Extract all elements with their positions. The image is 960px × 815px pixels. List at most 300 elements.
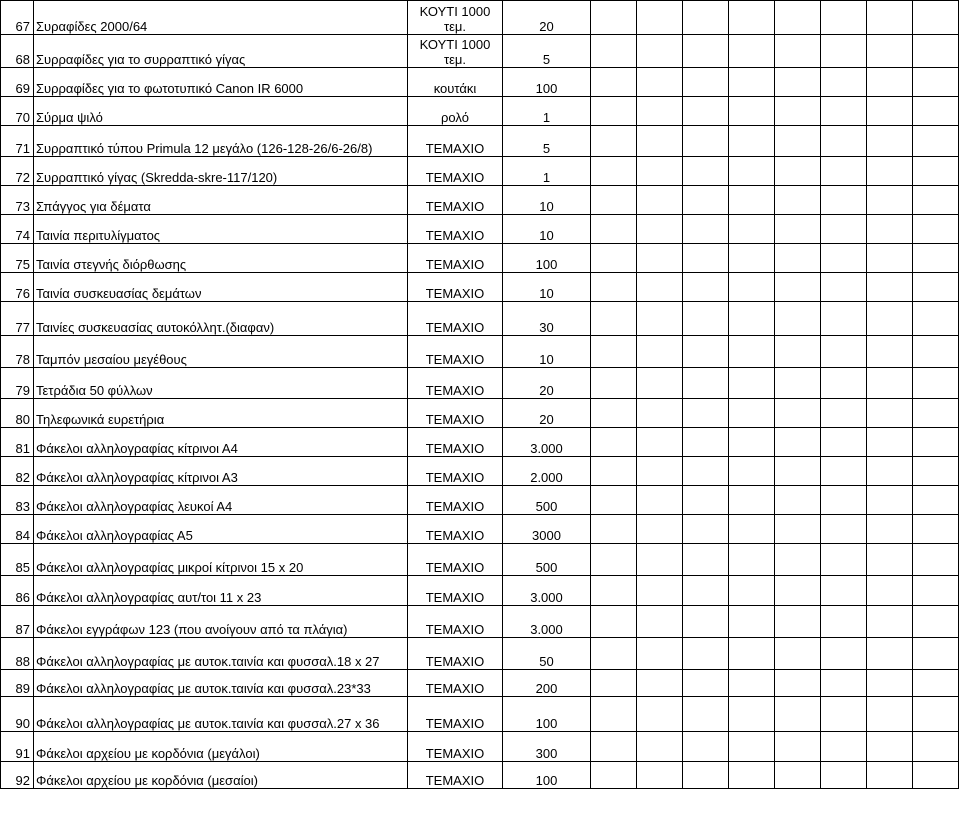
table-row: [1, 68, 959, 97]
row-number: 86: [1, 576, 34, 606]
empty-cell: [867, 515, 913, 544]
empty-cell: [683, 273, 729, 302]
row-unit: ΚΟΥΤΙ 1000 τεμ.: [408, 1, 503, 35]
empty-cell: [683, 399, 729, 428]
empty-cell: [637, 215, 683, 244]
empty-cell: [683, 670, 729, 697]
empty-cell: [913, 606, 959, 638]
empty-cell: [775, 732, 821, 762]
row-quantity: 10: [503, 215, 591, 244]
empty-cell: [913, 486, 959, 515]
empty-cell: [591, 606, 637, 638]
empty-cell: [913, 244, 959, 273]
row-description: Σπάγγος για δέματα: [34, 186, 408, 215]
empty-cell: [729, 576, 775, 606]
empty-cell: [913, 68, 959, 97]
empty-cell: [775, 97, 821, 126]
empty-cell: [913, 544, 959, 576]
empty-cell: [913, 428, 959, 457]
table-row: [1, 762, 959, 789]
empty-cell: [683, 697, 729, 732]
row-number: 76: [1, 273, 34, 302]
row-unit: ΤΕΜΑΧΙΟ: [408, 186, 503, 215]
table-row: [1, 273, 959, 302]
empty-cell: [729, 606, 775, 638]
empty-cell: [729, 1, 775, 35]
empty-cell: [775, 486, 821, 515]
row-quantity: 20: [503, 368, 591, 399]
empty-cell: [775, 186, 821, 215]
row-number: 69: [1, 68, 34, 97]
empty-cell: [591, 457, 637, 486]
table-row: [1, 486, 959, 515]
empty-cell: [683, 732, 729, 762]
empty-cell: [775, 273, 821, 302]
empty-cell: [637, 336, 683, 368]
empty-cell: [821, 336, 867, 368]
empty-cell: [867, 273, 913, 302]
empty-cell: [637, 576, 683, 606]
empty-cell: [591, 762, 637, 789]
empty-cell: [821, 302, 867, 336]
empty-cell: [867, 576, 913, 606]
empty-cell: [867, 1, 913, 35]
row-number: 87: [1, 606, 34, 638]
empty-cell: [637, 697, 683, 732]
empty-cell: [775, 1, 821, 35]
empty-cell: [913, 186, 959, 215]
row-quantity: 3.000: [503, 428, 591, 457]
row-number: 71: [1, 126, 34, 157]
empty-cell: [683, 336, 729, 368]
row-unit: ΤΕΜΑΧΙΟ: [408, 457, 503, 486]
empty-cell: [775, 638, 821, 670]
empty-cell: [821, 486, 867, 515]
empty-cell: [867, 732, 913, 762]
empty-cell: [591, 35, 637, 68]
row-unit: ρολό: [408, 97, 503, 126]
row-quantity: 100: [503, 244, 591, 273]
empty-cell: [637, 1, 683, 35]
empty-cell: [775, 762, 821, 789]
empty-cell: [867, 638, 913, 670]
empty-cell: [683, 368, 729, 399]
row-number: 92: [1, 762, 34, 789]
row-description: Σύρμα ψιλό: [34, 97, 408, 126]
empty-cell: [867, 697, 913, 732]
empty-cell: [683, 428, 729, 457]
row-description: Ταινία συσκευασίας δεμάτων: [34, 273, 408, 302]
row-unit: ΤΕΜΑΧΙΟ: [408, 368, 503, 399]
row-description: Φάκελοι αρχείου με κορδόνια (μεσαίοι): [34, 762, 408, 789]
empty-cell: [729, 697, 775, 732]
row-quantity: 5: [503, 126, 591, 157]
empty-cell: [729, 762, 775, 789]
row-quantity: 1: [503, 157, 591, 186]
row-quantity: 3000: [503, 515, 591, 544]
empty-cell: [683, 576, 729, 606]
table-row: [1, 399, 959, 428]
empty-cell: [913, 515, 959, 544]
empty-cell: [591, 399, 637, 428]
row-quantity: 300: [503, 732, 591, 762]
empty-cell: [591, 186, 637, 215]
empty-cell: [867, 457, 913, 486]
empty-cell: [913, 638, 959, 670]
empty-cell: [683, 302, 729, 336]
empty-cell: [591, 97, 637, 126]
empty-cell: [729, 273, 775, 302]
row-unit: ΤΕΜΑΧΙΟ: [408, 399, 503, 428]
row-description: Ταινίες συσκευασίας αυτοκόλλητ.(διαφαν): [34, 302, 408, 336]
empty-cell: [637, 244, 683, 273]
empty-cell: [775, 544, 821, 576]
table-row: [1, 732, 959, 762]
empty-cell: [821, 762, 867, 789]
table-row: [1, 126, 959, 157]
empty-cell: [913, 697, 959, 732]
empty-cell: [775, 244, 821, 273]
empty-cell: [821, 515, 867, 544]
row-unit: ΤΕΜΑΧΙΟ: [408, 697, 503, 732]
table-row: [1, 606, 959, 638]
empty-cell: [913, 302, 959, 336]
empty-cell: [729, 399, 775, 428]
row-unit: ΤΕΜΑΧΙΟ: [408, 544, 503, 576]
empty-cell: [729, 244, 775, 273]
row-description: Φάκελοι αλληλογραφίας κίτρινοι Α3: [34, 457, 408, 486]
empty-cell: [591, 732, 637, 762]
empty-cell: [867, 157, 913, 186]
empty-cell: [821, 273, 867, 302]
empty-cell: [821, 638, 867, 670]
empty-cell: [637, 638, 683, 670]
empty-cell: [821, 428, 867, 457]
row-quantity: 100: [503, 68, 591, 97]
row-number: 74: [1, 215, 34, 244]
empty-cell: [637, 515, 683, 544]
empty-cell: [683, 638, 729, 670]
table-row: [1, 515, 959, 544]
empty-cell: [867, 302, 913, 336]
row-number: 77: [1, 302, 34, 336]
empty-cell: [821, 457, 867, 486]
row-description: Φάκελοι αλληλογραφίας αυτ/τοι 11 x 23: [34, 576, 408, 606]
empty-cell: [867, 399, 913, 428]
row-quantity: 100: [503, 697, 591, 732]
row-quantity: 3.000: [503, 606, 591, 638]
empty-cell: [821, 1, 867, 35]
empty-cell: [867, 35, 913, 68]
empty-cell: [637, 457, 683, 486]
empty-cell: [867, 544, 913, 576]
empty-cell: [637, 544, 683, 576]
table-row: [1, 457, 959, 486]
empty-cell: [591, 428, 637, 457]
empty-cell: [775, 428, 821, 457]
empty-cell: [729, 544, 775, 576]
table-row: [1, 215, 959, 244]
table-row: [1, 97, 959, 126]
empty-cell: [913, 368, 959, 399]
row-quantity: 500: [503, 544, 591, 576]
empty-cell: [821, 97, 867, 126]
empty-cell: [683, 762, 729, 789]
empty-cell: [591, 244, 637, 273]
table-row: [1, 157, 959, 186]
row-description: Φάκελοι αρχείου με κορδόνια (μεγάλοι): [34, 732, 408, 762]
row-description: Ταινία περιτυλίγματος: [34, 215, 408, 244]
empty-cell: [729, 368, 775, 399]
empty-cell: [591, 1, 637, 35]
empty-cell: [821, 399, 867, 428]
empty-cell: [775, 457, 821, 486]
table-row: [1, 1, 959, 35]
empty-cell: [821, 697, 867, 732]
empty-cell: [867, 670, 913, 697]
empty-cell: [729, 215, 775, 244]
empty-cell: [775, 68, 821, 97]
empty-cell: [729, 670, 775, 697]
row-number: 79: [1, 368, 34, 399]
empty-cell: [637, 486, 683, 515]
empty-cell: [867, 606, 913, 638]
empty-cell: [591, 157, 637, 186]
empty-cell: [821, 157, 867, 186]
empty-cell: [913, 97, 959, 126]
empty-cell: [637, 273, 683, 302]
row-unit: ΤΕΜΑΧΙΟ: [408, 302, 503, 336]
empty-cell: [775, 576, 821, 606]
empty-cell: [867, 186, 913, 215]
empty-cell: [683, 215, 729, 244]
empty-cell: [637, 732, 683, 762]
empty-cell: [775, 368, 821, 399]
empty-cell: [591, 273, 637, 302]
row-quantity: 100: [503, 762, 591, 789]
row-quantity: 5: [503, 35, 591, 68]
empty-cell: [821, 732, 867, 762]
row-description: Συρραπτικό τύπου Primula 12 μεγάλο (126-128-26/6-26/8): [34, 126, 408, 157]
empty-cell: [683, 457, 729, 486]
empty-cell: [775, 606, 821, 638]
row-unit: κουτάκι: [408, 68, 503, 97]
row-number: 89: [1, 670, 34, 697]
empty-cell: [775, 399, 821, 428]
row-quantity: 30: [503, 302, 591, 336]
empty-cell: [591, 638, 637, 670]
empty-cell: [683, 186, 729, 215]
empty-cell: [913, 336, 959, 368]
empty-cell: [775, 697, 821, 732]
empty-cell: [775, 670, 821, 697]
empty-cell: [729, 186, 775, 215]
empty-cell: [591, 302, 637, 336]
empty-cell: [729, 486, 775, 515]
row-description: Συρραπτικό γίγας (Skredda-skre-117/120): [34, 157, 408, 186]
row-unit: ΤΕΜΑΧΙΟ: [408, 486, 503, 515]
table-row: [1, 368, 959, 399]
row-quantity: 10: [503, 273, 591, 302]
row-number: 73: [1, 186, 34, 215]
row-description: Συραφίδες 2000/64: [34, 1, 408, 35]
row-number: 75: [1, 244, 34, 273]
empty-cell: [591, 68, 637, 97]
empty-cell: [867, 368, 913, 399]
empty-cell: [637, 606, 683, 638]
row-description: Συρραφίδες για το φωτοτυπικό Canon IR 6000: [34, 68, 408, 97]
empty-cell: [867, 762, 913, 789]
empty-cell: [683, 1, 729, 35]
row-description: Φάκελοι αλληλογραφίας με αυτοκ.ταινία και φυσσαλ.18 x 27: [34, 638, 408, 670]
row-number: 68: [1, 35, 34, 68]
table-row: [1, 544, 959, 576]
empty-cell: [775, 126, 821, 157]
empty-cell: [637, 670, 683, 697]
table-row: [1, 638, 959, 670]
empty-cell: [821, 244, 867, 273]
empty-cell: [867, 244, 913, 273]
empty-cell: [913, 126, 959, 157]
empty-cell: [729, 157, 775, 186]
row-description: Φάκελοι αλληλογραφίας με αυτοκ.ταινία και φυσσαλ.27 x 36: [34, 697, 408, 732]
row-quantity: 3.000: [503, 576, 591, 606]
empty-cell: [637, 126, 683, 157]
empty-cell: [913, 762, 959, 789]
row-description: Φάκελοι αλληλογραφίας Α5: [34, 515, 408, 544]
empty-cell: [591, 336, 637, 368]
row-description: Τετράδια 50 φύλλων: [34, 368, 408, 399]
row-quantity: 2.000: [503, 457, 591, 486]
empty-cell: [683, 35, 729, 68]
row-number: 88: [1, 638, 34, 670]
row-number: 67: [1, 1, 34, 35]
table-row: [1, 670, 959, 697]
empty-cell: [591, 126, 637, 157]
empty-cell: [729, 732, 775, 762]
empty-cell: [913, 35, 959, 68]
empty-cell: [821, 544, 867, 576]
table-row: [1, 697, 959, 732]
empty-cell: [775, 302, 821, 336]
row-quantity: 20: [503, 1, 591, 35]
empty-cell: [821, 576, 867, 606]
row-unit: ΤΕΜΑΧΙΟ: [408, 732, 503, 762]
empty-cell: [729, 35, 775, 68]
empty-cell: [637, 368, 683, 399]
row-unit: ΤΕΜΑΧΙΟ: [408, 638, 503, 670]
empty-cell: [729, 336, 775, 368]
row-number: 81: [1, 428, 34, 457]
row-description: Φάκελοι αλληλογραφίας κίτρινοι Α4: [34, 428, 408, 457]
row-unit: ΤΕΜΑΧΙΟ: [408, 606, 503, 638]
empty-cell: [591, 486, 637, 515]
row-unit: ΤΕΜΑΧΙΟ: [408, 126, 503, 157]
empty-cell: [591, 670, 637, 697]
row-unit: ΤΕΜΑΧΙΟ: [408, 215, 503, 244]
empty-cell: [913, 732, 959, 762]
empty-cell: [775, 215, 821, 244]
row-unit: ΤΕΜΑΧΙΟ: [408, 157, 503, 186]
row-description: Φάκελοι αλληλογραφίας με αυτοκ.ταινία και φυσσαλ.23*33: [34, 670, 408, 697]
table-row: [1, 428, 959, 457]
empty-cell: [591, 544, 637, 576]
empty-cell: [591, 215, 637, 244]
empty-cell: [913, 457, 959, 486]
empty-cell: [729, 68, 775, 97]
empty-cell: [637, 157, 683, 186]
row-number: 91: [1, 732, 34, 762]
empty-cell: [913, 1, 959, 35]
row-number: 78: [1, 336, 34, 368]
empty-cell: [775, 515, 821, 544]
empty-cell: [821, 35, 867, 68]
empty-cell: [821, 670, 867, 697]
row-unit: ΤΕΜΑΧΙΟ: [408, 576, 503, 606]
empty-cell: [637, 399, 683, 428]
empty-cell: [683, 606, 729, 638]
empty-cell: [683, 68, 729, 97]
row-number: 84: [1, 515, 34, 544]
empty-cell: [729, 515, 775, 544]
empty-cell: [913, 399, 959, 428]
row-quantity: 10: [503, 186, 591, 215]
empty-cell: [683, 97, 729, 126]
empty-cell: [637, 186, 683, 215]
empty-cell: [913, 157, 959, 186]
empty-cell: [683, 126, 729, 157]
empty-cell: [683, 157, 729, 186]
empty-cell: [637, 428, 683, 457]
row-number: 82: [1, 457, 34, 486]
row-unit: ΤΕΜΑΧΙΟ: [408, 670, 503, 697]
empty-cell: [867, 97, 913, 126]
row-quantity: 500: [503, 486, 591, 515]
row-unit: ΤΕΜΑΧΙΟ: [408, 244, 503, 273]
row-quantity: 50: [503, 638, 591, 670]
empty-cell: [821, 186, 867, 215]
empty-cell: [729, 302, 775, 336]
empty-cell: [729, 428, 775, 457]
row-unit: ΤΕΜΑΧΙΟ: [408, 515, 503, 544]
table-row: [1, 576, 959, 606]
empty-cell: [867, 428, 913, 457]
row-quantity: 1: [503, 97, 591, 126]
table-row: [1, 35, 959, 68]
empty-cell: [637, 302, 683, 336]
row-description: Ταινία στεγνής διόρθωσης: [34, 244, 408, 273]
empty-cell: [867, 215, 913, 244]
empty-cell: [821, 215, 867, 244]
empty-cell: [867, 68, 913, 97]
empty-cell: [913, 215, 959, 244]
row-number: 83: [1, 486, 34, 515]
empty-cell: [821, 68, 867, 97]
row-quantity: 200: [503, 670, 591, 697]
empty-cell: [729, 97, 775, 126]
row-description: Συρραφίδες για το συρραπτικό γίγας: [34, 35, 408, 68]
empty-cell: [913, 273, 959, 302]
empty-cell: [591, 515, 637, 544]
empty-cell: [637, 97, 683, 126]
table-row: [1, 336, 959, 368]
empty-cell: [637, 762, 683, 789]
row-description: Φάκελοι εγγράφων 123 (που ανοίγουν από τα πλάγια): [34, 606, 408, 638]
empty-cell: [821, 368, 867, 399]
row-description: Ταμπόν μεσαίου μεγέθους: [34, 336, 408, 368]
table-row: [1, 186, 959, 215]
row-description: Τηλεφωνικά ευρετήρια: [34, 399, 408, 428]
